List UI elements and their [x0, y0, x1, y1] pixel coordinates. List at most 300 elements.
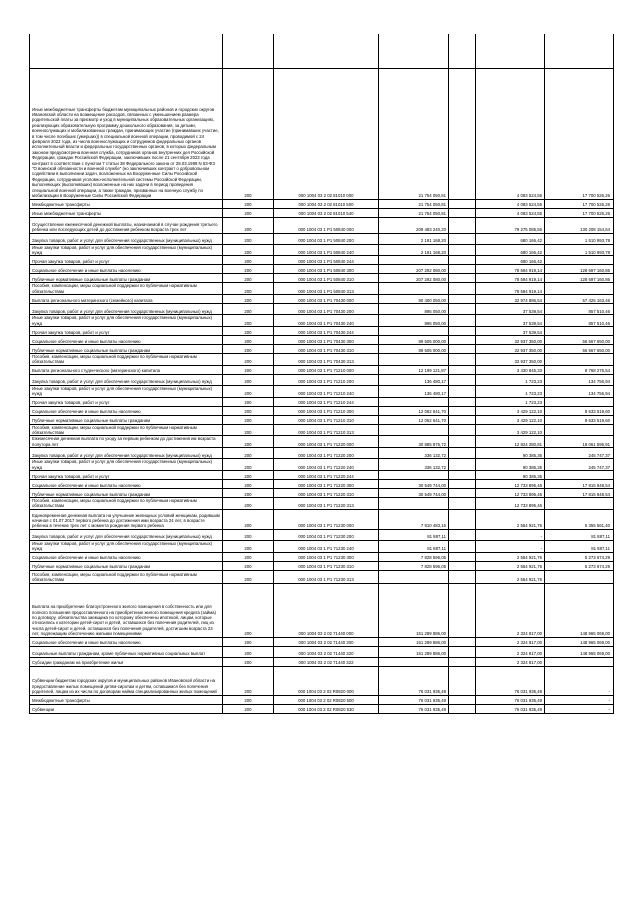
row-executed-cell: 2 554 921,76 [476, 570, 545, 583]
row-kbk-cell: 000 1004 03 1 P1 71220 200 [274, 448, 379, 459]
row-extra-cell [449, 295, 476, 304]
table-row [30, 295, 614, 304]
row-approved-cell [379, 570, 449, 583]
row-unexecuted-cell [545, 283, 614, 295]
row-extra-cell [449, 436, 476, 448]
row-approved-cell [379, 471, 449, 480]
table-row [30, 326, 614, 335]
row-code-cell: 200 [223, 326, 274, 335]
row-extra-cell [449, 415, 476, 424]
table-row [30, 265, 614, 274]
row-kbk-cell: 000 1004 03 1 P1 70430 000 [274, 295, 379, 304]
row-code-cell: 200 [223, 397, 274, 406]
row-extra-cell [449, 365, 476, 374]
row-code-cell: 200 [223, 646, 274, 657]
row-code-cell: 200 [223, 256, 274, 265]
row-kbk-cell: 000 1004 03 1 P1 71210 310 [274, 415, 379, 424]
row-executed-cell: 680 166,42 [476, 256, 545, 265]
row-unexecuted-cell: 134 756,94 [545, 385, 614, 397]
row-name-cell: Закупка товаров, работ и услуг для обеспечения государственных (муниципальных) нужд [30, 374, 223, 385]
row-approved-cell [379, 657, 449, 666]
row-code-cell: 200 [223, 436, 274, 448]
row-unexecuted-cell: 17 700 526,26 [545, 199, 614, 208]
row-name-cell: Субвенции [30, 704, 223, 713]
row-kbk-cell: 000 1004 03 1 P1 50840 300 [274, 265, 379, 274]
row-unexecuted-cell [545, 424, 614, 436]
row-executed-cell: 2 324 817,00 [476, 583, 545, 637]
spacer-cell [379, 34, 449, 68]
table-row [30, 283, 614, 295]
row-name-cell: Социальное обеспечение и иные выплаты населению [30, 335, 223, 344]
row-kbk-cell: 000 1004 03 1 P1 71230 313 [274, 570, 379, 583]
row-name-cell: Социальное обеспечение и иные выплаты населению [30, 406, 223, 415]
table-row [30, 489, 614, 498]
row-executed-cell: 4 083 524,55 [476, 208, 545, 217]
table-row [30, 570, 614, 583]
row-name-cell: Пособия, компенсации, меры социальной поддержки по публичным нормативным обязательствам [30, 283, 223, 295]
row-approved-cell [379, 353, 449, 365]
row-code-cell: 200 [223, 509, 274, 529]
row-approved-cell [379, 256, 449, 265]
table-row [30, 344, 614, 353]
row-name-cell: Иные межбюджетные трансферты бюджетам муниципальных районов и городских округов Ивановской области на возмещение расходов, связанных с уменьшением размера родительской платы за присмотр и уход в муниципальных образовательных организациях, реализующих образовательную программу дошкольного образования, за детьми, военнослужащих и мобилизованных граждан, принимающих участие (принимавших участие, в том числе погибших (умерших)) в специальной военной операции, проводимой с 24 февраля 2022 года, из числа военнослужащих и сотрудников федеральных органов исполнительной власти и федеральных государственных органов, в которых федеральным законом предусмотрена военная служба, сотрудников органов внутренних дел Российской Федерации, граждан Российской Федерации, заключивших после 21 сентября 2022 года контракт в соответствии с пунктом 7 статьи 38 Федерального закона от 28.03.1998 N 53-ФЗ "О воинской обязанности и военной службе" (но заключивших контракт о добровольном содействии в выполнении задач, возложенных на Вооруженные Силы Российской Федерации, сотрудников уголовно-исполнительной системы Российской Федерации, выполняющих (выполнявших) возложенные на них задачи в период проведения специальной военной операции, а также граждан, призванных на военную службу по мобилизации в Вооруженные Силы Российской Федерации [30, 68, 223, 199]
table-row [30, 397, 614, 406]
row-extra-cell [449, 208, 476, 217]
row-kbk-cell: 000 1004 03 1 P1 71220 244 [274, 471, 379, 480]
table-row [30, 274, 614, 283]
spacer-cell [223, 34, 274, 68]
row-unexecuted-cell [545, 397, 614, 406]
spacer-cell [545, 34, 614, 68]
row-unexecuted-cell: 17 700 526,26 [545, 208, 614, 217]
row-approved-cell [379, 498, 449, 510]
row-approved-cell: 81 887,11 [379, 529, 449, 540]
row-unexecuted-cell: 81 887,11 [545, 529, 614, 540]
table-row [30, 256, 614, 265]
row-name-cell: Межбюджетные трансферты [30, 695, 223, 704]
row-extra-cell [449, 448, 476, 459]
row-code-cell: 200 [223, 459, 274, 471]
row-extra-cell [449, 509, 476, 529]
row-unexecuted-cell: 134 756,94 [545, 374, 614, 385]
row-extra-cell [449, 657, 476, 666]
row-extra-cell [449, 326, 476, 335]
row-kbk-cell: 000 1004 03 1 P1 71210 000 [274, 365, 379, 374]
row-code-cell: 200 [223, 344, 274, 353]
row-extra-cell [449, 68, 476, 199]
row-executed-cell: 3 430 845,33 [476, 365, 545, 374]
row-executed-cell: 79 275 085,56 [476, 217, 545, 233]
row-code-cell: 200 [223, 498, 274, 510]
row-name-cell: Иные закупки товаров, работ и услуг для обеспечения государственных (муниципальных) нужд [30, 540, 223, 552]
row-unexecuted-cell: 81 887,11 [545, 540, 614, 552]
row-unexecuted-cell: 5 355 561,40 [545, 509, 614, 529]
row-kbk-cell: 000 1004 03 1 P1 50840 240 [274, 244, 379, 256]
row-approved-cell: 7 828 596,05 [379, 552, 449, 561]
row-approved-cell: 7 828 596,05 [379, 561, 449, 570]
row-executed-cell: 3 429 122,10 [476, 406, 545, 415]
row-unexecuted-cell: 148 965 069,00 [545, 637, 614, 646]
row-code-cell: 200 [223, 295, 274, 304]
row-extra-cell [449, 406, 476, 415]
row-executed-cell: 12 733 895,46 [476, 489, 545, 498]
row-unexecuted-cell: 245 747,37 [545, 448, 614, 459]
row-executed-cell: 37 539,54 [476, 326, 545, 335]
row-name-cell: Осуществление ежемесячной денежной выплаты, назначаемой в случае рождения третьего ребенка или последующих детей до достижения ребенком возраста трех лет [30, 217, 223, 233]
row-extra-cell [449, 385, 476, 397]
row-kbk-cell: 000 1004 03 2 02 71440 300 [274, 637, 379, 646]
row-name-cell: Выплата регионального материнского (семейного) капитала [30, 295, 223, 304]
table-row [30, 208, 614, 217]
row-name-cell: Социальные выплаты гражданам, кроме публичных нормативных социальных выплат [30, 646, 223, 657]
row-unexecuted-cell: 148 965 069,00 [545, 583, 614, 637]
row-executed-cell: 2 554 921,76 [476, 561, 545, 570]
row-extra-cell [449, 552, 476, 561]
row-unexecuted-cell: 17 815 848,54 [545, 480, 614, 489]
row-code-cell: 200 [223, 244, 274, 256]
row-kbk-cell: 000 1004 03 1 P1 71210 240 [274, 385, 379, 397]
row-code-cell: 200 [223, 217, 274, 233]
row-kbk-cell: 000 1004 03 1 P1 50840 313 [274, 283, 379, 295]
row-approved-cell [379, 424, 449, 436]
row-executed-cell: 12 733 895,46 [476, 480, 545, 489]
row-kbk-cell: 000 1004 03 1 P1 71220 000 [274, 436, 379, 448]
row-code-cell: 200 [223, 424, 274, 436]
row-unexecuted-cell: - [545, 666, 614, 695]
row-name-cell: Пособия, компенсации, меры социальной поддержки по публичным нормативным обязательствам [30, 570, 223, 583]
table-row [30, 459, 614, 471]
row-executed-cell: 32 937 350,00 [476, 344, 545, 353]
row-kbk-cell: 000 1004 03 1 P1 71210 200 [274, 374, 379, 385]
row-extra-cell [449, 561, 476, 570]
row-executed-cell: 76 031 935,49 [476, 704, 545, 713]
row-unexecuted-cell: 1 510 993,78 [545, 233, 614, 244]
row-executed-cell: 32 937 350,00 [476, 335, 545, 344]
table-row [30, 448, 614, 459]
row-unexecuted-cell [545, 256, 614, 265]
row-kbk-cell: 000 1004 03 1 P1 71230 000 [274, 509, 379, 529]
row-code-cell: 200 [223, 570, 274, 583]
row-executed-cell: 32 937 350,00 [476, 353, 545, 365]
row-executed-cell: 32 974 886,54 [476, 295, 545, 304]
row-approved-cell: 207 292 080,00 [379, 274, 449, 283]
row-executed-cell: 78 594 919,14 [476, 274, 545, 283]
row-kbk-cell: 000 1004 03 1 P1 71230 310 [274, 561, 379, 570]
row-extra-cell [449, 666, 476, 695]
row-code-cell: 200 [223, 274, 274, 283]
row-executed-cell: 4 083 524,55 [476, 199, 545, 208]
table-row [30, 583, 614, 637]
table-row [30, 646, 614, 657]
row-kbk-cell: 000 1004 03 2 02 71440 322 [274, 657, 379, 666]
row-unexecuted-cell: 5 273 674,29 [545, 561, 614, 570]
table-row [30, 529, 614, 540]
row-kbk-cell: 000 1004 03 1 P1 71210 313 [274, 424, 379, 436]
row-unexecuted-cell: 128 697 160,86 [545, 265, 614, 274]
table-row [30, 365, 614, 374]
row-kbk-cell: 000 1004 03 1 P1 71220 313 [274, 498, 379, 510]
row-name-cell: Иные закупки товаров, работ и услуг для обеспечения государственных (муниципальных) нужд [30, 315, 223, 327]
row-code-cell: 200 [223, 666, 274, 695]
row-executed-cell: 12 733 895,46 [476, 498, 545, 510]
row-name-cell: Единовременная денежная выплата на улучшение жилищных условий женщинам, родившим начиная с 01.07.2017 первого ребенка до достижения ими возраста 24 лет, в возрасте ребенка в течение трех лет с момента рождения первого ребенка [30, 509, 223, 529]
row-approved-cell: 30 549 744,00 [379, 480, 449, 489]
row-executed-cell: 1 723,23 [476, 397, 545, 406]
row-kbk-cell: 000 1004 03 1 P1 70430 200 [274, 304, 379, 315]
table-row [30, 509, 614, 529]
row-approved-cell: 895 050,00 [379, 315, 449, 327]
row-code-cell: 200 [223, 374, 274, 385]
row-code-cell: 200 [223, 335, 274, 344]
row-code-cell: 200 [223, 304, 274, 315]
row-unexecuted-cell: 56 567 650,00 [545, 335, 614, 344]
row-approved-cell: 151 289 886,00 [379, 583, 449, 637]
row-extra-cell [449, 583, 476, 637]
row-code-cell: 200 [223, 385, 274, 397]
row-extra-cell [449, 233, 476, 244]
row-name-cell: Публичные нормативные социальные выплаты гражданам [30, 415, 223, 424]
row-executed-cell: 2 554 921,76 [476, 509, 545, 529]
table-row [30, 637, 614, 646]
row-unexecuted-cell: 130 208 154,64 [545, 217, 614, 233]
row-name-cell: Субвенции бюджетам городских округов и муниципальных районов Ивановской области на предоставление жилых помещений детям-сиротам и детям, оставшимся без попечения родителей, лицам из их числа по договорам найма специализированных жилых помещений [30, 666, 223, 695]
row-extra-cell [449, 256, 476, 265]
row-kbk-cell: 000 1004 03 1 P1 71230 200 [274, 529, 379, 540]
row-approved-cell: 2 191 168,20 [379, 233, 449, 244]
row-unexecuted-cell: 57 425 163,46 [545, 295, 614, 304]
table-spacer-row [30, 34, 614, 68]
row-executed-cell: - [476, 529, 545, 540]
row-unexecuted-cell: 8 633 519,60 [545, 415, 614, 424]
table-body [30, 34, 614, 713]
row-unexecuted-cell: 857 510,46 [545, 315, 614, 327]
row-unexecuted-cell [545, 353, 614, 365]
row-name-cell: Закупка товаров, работ и услуг для обеспечения государственных (муниципальных) нужд [30, 233, 223, 244]
row-unexecuted-cell: 56 567 650,00 [545, 344, 614, 353]
row-executed-cell: 2 554 921,76 [476, 552, 545, 561]
table-row [30, 666, 614, 695]
row-executed-cell: 680 166,42 [476, 233, 545, 244]
row-name-cell: Иные межбюджетные трансферты [30, 208, 223, 217]
row-executed-cell: 4 083 524,55 [476, 68, 545, 199]
row-approved-cell: 12 062 641,70 [379, 406, 449, 415]
row-executed-cell: 90 385,35 [476, 459, 545, 471]
row-kbk-cell: 000 1004 03 1 P1 71210 244 [274, 397, 379, 406]
row-approved-cell: 21 754 050,81 [379, 208, 449, 217]
row-approved-cell: 336 132,72 [379, 459, 449, 471]
row-code-cell: 200 [223, 540, 274, 552]
table-row [30, 424, 614, 436]
row-executed-cell: 3 429 122,10 [476, 424, 545, 436]
row-executed-cell: - [476, 540, 545, 552]
row-kbk-cell: 000 1004 03 1 P1 70430 240 [274, 315, 379, 327]
table-row [30, 552, 614, 561]
table-row [30, 436, 614, 448]
row-approved-cell [379, 397, 449, 406]
row-unexecuted-cell: 148 965 069,00 [545, 646, 614, 657]
row-unexecuted-cell [545, 471, 614, 480]
row-executed-cell: 680 166,42 [476, 244, 545, 256]
row-approved-cell: 136 480,17 [379, 385, 449, 397]
row-executed-cell: 1 723,23 [476, 374, 545, 385]
row-code-cell: 200 [223, 199, 274, 208]
row-code-cell: 200 [223, 406, 274, 415]
row-extra-cell [449, 498, 476, 510]
table-row [30, 695, 614, 704]
budget-report-sheet [29, 34, 613, 714]
row-kbk-cell: 000 1004 03 1 P1 71220 300 [274, 480, 379, 489]
row-approved-cell: 21 754 050,81 [379, 68, 449, 199]
row-approved-cell: 151 289 886,00 [379, 646, 449, 657]
row-approved-cell: 30 549 744,00 [379, 489, 449, 498]
row-executed-cell: 76 031 935,49 [476, 695, 545, 704]
row-extra-cell [449, 374, 476, 385]
row-approved-cell [379, 326, 449, 335]
row-approved-cell: 336 132,72 [379, 448, 449, 459]
row-kbk-cell: 000 1004 03 2 02 81010 540 [274, 208, 379, 217]
row-code-cell: 200 [223, 415, 274, 424]
spacer-cell [274, 34, 379, 68]
table-row [30, 335, 614, 344]
table-row [30, 657, 614, 666]
row-kbk-cell: 000 1004 03 1 P1 70430 244 [274, 326, 379, 335]
row-approved-cell: 7 910 483,16 [379, 509, 449, 529]
row-name-cell: Выплата на приобретение благоустроенного жилого помещения в собственность или для полного погашения предоставленного на приобретение жилого помещения кредита (займа) по договору, обязательства заемщика по которому обеспечены ипотекой, лицам, которые относились к категории детей-сирот и детей, оставшихся без попечения родителей, лиц из числа детей-сирот и детей, оставшихся без попечения родителей, достигшим возраста 23 лет, подлежащим обеспечению жилыми помещениями [30, 583, 223, 637]
row-kbk-cell: 000 1004 03 2 02 81010 000 [274, 68, 379, 199]
row-code-cell: 200 [223, 480, 274, 489]
row-code-cell: 200 [223, 448, 274, 459]
row-extra-cell [449, 344, 476, 353]
row-name-cell: Социальное обеспечение и иные выплаты населению [30, 265, 223, 274]
row-code-cell: 200 [223, 561, 274, 570]
table-row [30, 704, 614, 713]
row-code-cell: 200 [223, 365, 274, 374]
row-executed-cell: 12 824 280,81 [476, 436, 545, 448]
row-extra-cell [449, 637, 476, 646]
row-unexecuted-cell: - [545, 695, 614, 704]
budget-execution-table [29, 34, 614, 714]
table-row [30, 233, 614, 244]
row-kbk-cell: 000 1004 03 1 P1 70430 310 [274, 344, 379, 353]
row-unexecuted-cell [545, 326, 614, 335]
row-extra-cell [449, 695, 476, 704]
table-row [30, 244, 614, 256]
row-unexecuted-cell: 8 633 519,60 [545, 406, 614, 415]
row-unexecuted-cell: 17 700 526,26 [545, 68, 614, 199]
row-kbk-cell: 000 1004 03 2 02 R0820 500 [274, 695, 379, 704]
row-code-cell: 200 [223, 208, 274, 217]
row-executed-cell: 3 429 122,10 [476, 415, 545, 424]
row-name-cell: Публичные нормативные социальные выплаты гражданам [30, 274, 223, 283]
row-approved-cell: 76 031 935,49 [379, 695, 449, 704]
row-executed-cell: 2 324 817,00 [476, 637, 545, 646]
row-code-cell: 200 [223, 657, 274, 666]
row-approved-cell: 12 062 641,70 [379, 415, 449, 424]
row-extra-cell [449, 480, 476, 489]
row-kbk-cell: 000 1004 03 1 P1 50840 310 [274, 274, 379, 283]
table-row [30, 315, 614, 327]
row-name-cell: Выплата регионального студенческого (материнского) капитала [30, 365, 223, 374]
row-executed-cell: 78 594 919,14 [476, 283, 545, 295]
row-name-cell: Пособия, компенсации, меры социальной поддержки по публичным нормативным обязательствам [30, 424, 223, 436]
row-name-cell: Закупка товаров, работ и услуг для обеспечения государственных (муниципальных) нужд [30, 448, 223, 459]
row-unexecuted-cell [545, 570, 614, 583]
row-extra-cell [449, 244, 476, 256]
row-unexecuted-cell: 857 510,46 [545, 304, 614, 315]
row-name-cell: Публичные нормативные социальные выплаты гражданам [30, 344, 223, 353]
row-approved-cell: 2 191 168,20 [379, 244, 449, 256]
row-name-cell: Публичные нормативные социальные выплаты гражданам [30, 489, 223, 498]
row-executed-cell: 1 723,23 [476, 385, 545, 397]
row-code-cell: 200 [223, 695, 274, 704]
row-extra-cell [449, 459, 476, 471]
row-kbk-cell: 000 1004 03 1 P1 71220 310 [274, 489, 379, 498]
row-approved-cell: 76 031 935,49 [379, 666, 449, 695]
row-code-cell: 200 [223, 583, 274, 637]
row-executed-cell: 90 385,35 [476, 471, 545, 480]
row-name-cell: Прочая закупка товаров, работ и услуг [30, 326, 223, 335]
row-approved-cell [379, 283, 449, 295]
row-name-cell: Социальное обеспечение и иные выплаты населению [30, 480, 223, 489]
row-extra-cell [449, 704, 476, 713]
row-name-cell: Прочая закупка товаров, работ и услуг [30, 471, 223, 480]
spacer-cell [476, 34, 545, 68]
row-approved-cell: 81 887,11 [379, 540, 449, 552]
row-code-cell: 200 [223, 265, 274, 274]
row-kbk-cell: 000 1004 03 1 P1 70430 300 [274, 335, 379, 344]
row-unexecuted-cell: 5 273 674,29 [545, 552, 614, 561]
table-row [30, 68, 614, 199]
row-approved-cell: 209 483 240,20 [379, 217, 449, 233]
row-executed-cell: 90 385,35 [476, 448, 545, 459]
row-approved-cell: 12 199 121,87 [379, 365, 449, 374]
row-kbk-cell: 000 1004 03 1 P1 50840 244 [274, 256, 379, 265]
row-code-cell: 200 [223, 637, 274, 646]
table-row [30, 415, 614, 424]
row-code-cell: 200 [223, 704, 274, 713]
row-name-cell: Публичные нормативные социальные выплаты гражданам [30, 561, 223, 570]
row-code-cell: 200 [223, 353, 274, 365]
row-unexecuted-cell: 18 061 595,91 [545, 436, 614, 448]
table-row [30, 480, 614, 489]
row-executed-cell: 76 031 935,49 [476, 666, 545, 695]
spacer-cell [449, 34, 476, 68]
row-approved-cell: 136 480,17 [379, 374, 449, 385]
row-approved-cell: 90 400 050,00 [379, 295, 449, 304]
row-extra-cell [449, 353, 476, 365]
row-name-cell: Ежемесячная денежная выплата по уходу за первым ребенком до достижения им возраста полутора лет [30, 436, 223, 448]
row-name-cell: Пособия, компенсации, меры социальной поддержки по публичным нормативным обязательствам [30, 498, 223, 510]
row-extra-cell [449, 199, 476, 208]
row-extra-cell [449, 540, 476, 552]
row-kbk-cell: 000 1004 03 2 02 R0820 000 [274, 666, 379, 695]
table-row [30, 498, 614, 510]
row-name-cell: Прочая закупка товаров, работ и услуг [30, 256, 223, 265]
row-approved-cell: 895 050,00 [379, 304, 449, 315]
row-extra-cell [449, 283, 476, 295]
row-extra-cell [449, 471, 476, 480]
row-name-cell: Прочая закупка товаров, работ и услуг [30, 397, 223, 406]
row-extra-cell [449, 489, 476, 498]
row-name-cell: Закупка товаров, работ и услуг для обеспечения государственных (муниципальных) нужд [30, 529, 223, 540]
table-row [30, 561, 614, 570]
row-approved-cell: 89 505 000,00 [379, 344, 449, 353]
row-executed-cell: 2 324 817,00 [476, 646, 545, 657]
row-executed-cell: 37 539,54 [476, 315, 545, 327]
table-row [30, 353, 614, 365]
table-row [30, 385, 614, 397]
row-name-cell: Межбюджетные трансферты [30, 199, 223, 208]
